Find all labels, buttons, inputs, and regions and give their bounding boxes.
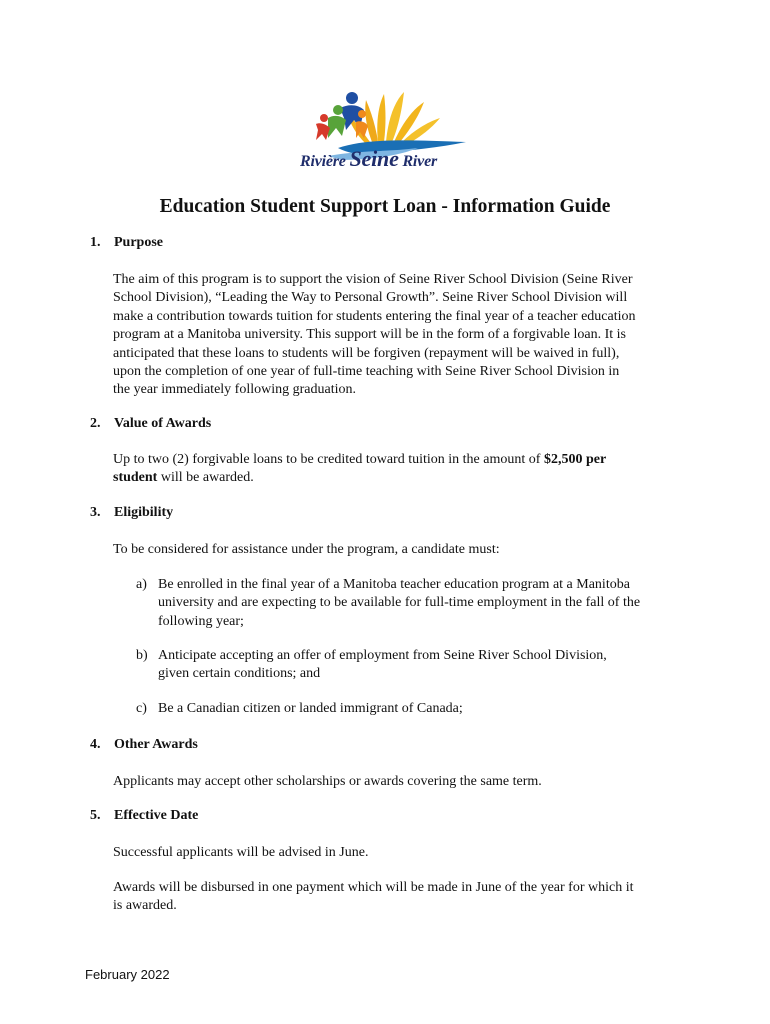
paragraph-line: upon the completion of one year of full-time teaching with Seine River School Division in: [113, 364, 620, 380]
section-heading-effective-date: [90, 808, 198, 824]
section-number: 2.: [90, 416, 101, 431]
list-item-line: Be a Canadian citizen or landed immigrant of Canada;: [158, 701, 463, 716]
purpose-paragraph: [113, 271, 678, 400]
section-heading-other-awards: [90, 737, 198, 753]
paragraph-line: anticipated that these loans to students will be forgiven (repayment will be waived in full),: [113, 345, 620, 361]
list-marker: c): [136, 701, 147, 716]
section-number: 1.: [90, 235, 101, 250]
list-marker: b): [136, 648, 148, 663]
section-heading-eligibility: [90, 505, 173, 521]
list-item-line: university and are expecting to be available for full-time employment in the fall of the: [158, 595, 641, 611]
eligibility-item-a: [136, 576, 696, 631]
eligibility-item-b: [136, 647, 696, 684]
list-item-line: given certain conditions; and: [158, 666, 321, 682]
section-heading-text: Other Awards: [114, 737, 198, 752]
paragraph-line: School Division), “Leading the Way to Personal Growth”. Seine River School Division will: [113, 290, 628, 306]
section-heading-value-of-awards: [90, 416, 211, 432]
paragraph-line: is awarded.: [113, 898, 177, 914]
section-heading-text: Eligibility: [114, 505, 174, 520]
value-text: Up to two (2) forgivable loans to be credited toward tuition in the amount of: [113, 452, 544, 467]
section-number: 5.: [90, 808, 101, 823]
logo-word-riviere: Rivière: [300, 153, 346, 170]
list-item-line: following year;: [158, 613, 244, 629]
list-marker: a): [136, 577, 147, 592]
section-number: 3.: [90, 505, 101, 520]
paragraph-line: the year immediately following graduation.: [113, 382, 356, 398]
value-text-end: will be awarded.: [157, 470, 254, 486]
logo-word-seine: Seine: [349, 146, 399, 171]
paragraph-line: make a contribution towards tuition for students entering the final year of a teacher education: [113, 308, 636, 324]
eligibility-intro: To be considered for assistance under the program, a candidate must:: [113, 542, 500, 557]
paragraph-line: Awards will be disbursed in one payment which will be made in June of the year for which it: [113, 880, 634, 895]
award-amount: $2,500 per student: [113, 452, 606, 486]
logo-word-river: River: [402, 153, 438, 170]
effective-date-paragraph: Successful applicants will be advised in June.: [113, 845, 369, 860]
eligibility-item-c: [136, 700, 696, 718]
paragraph-line: program at a Manitoba university. This support will be in the form of a forgivable loan. It is: [113, 327, 626, 343]
section-heading-text: Effective Date: [114, 808, 199, 823]
logo-wordmark: [300, 146, 470, 172]
section-heading-text: Value of Awards: [114, 416, 212, 431]
section-number: 4.: [90, 737, 101, 752]
list-item-line: Be enrolled in the final year of a Manitoba teacher education program at a Manitoba: [158, 577, 630, 592]
section-heading-text: Purpose: [114, 235, 163, 250]
list-item-line: Anticipate accepting an offer of employment from Seine River School Division,: [158, 648, 607, 663]
section-heading-purpose: [90, 235, 163, 251]
footer-date: February 2022: [85, 967, 170, 982]
document-title: Education Student Support Loan - Information Guide: [159, 196, 611, 217]
value-paragraph: [113, 451, 653, 488]
paragraph-line: The aim of this program is to support the vision of Seine River School Division (Seine River: [113, 272, 633, 287]
other-awards-paragraph: Applicants may accept other scholarships or awards covering the same term.: [113, 774, 542, 789]
disbursement-paragraph: [113, 879, 678, 916]
